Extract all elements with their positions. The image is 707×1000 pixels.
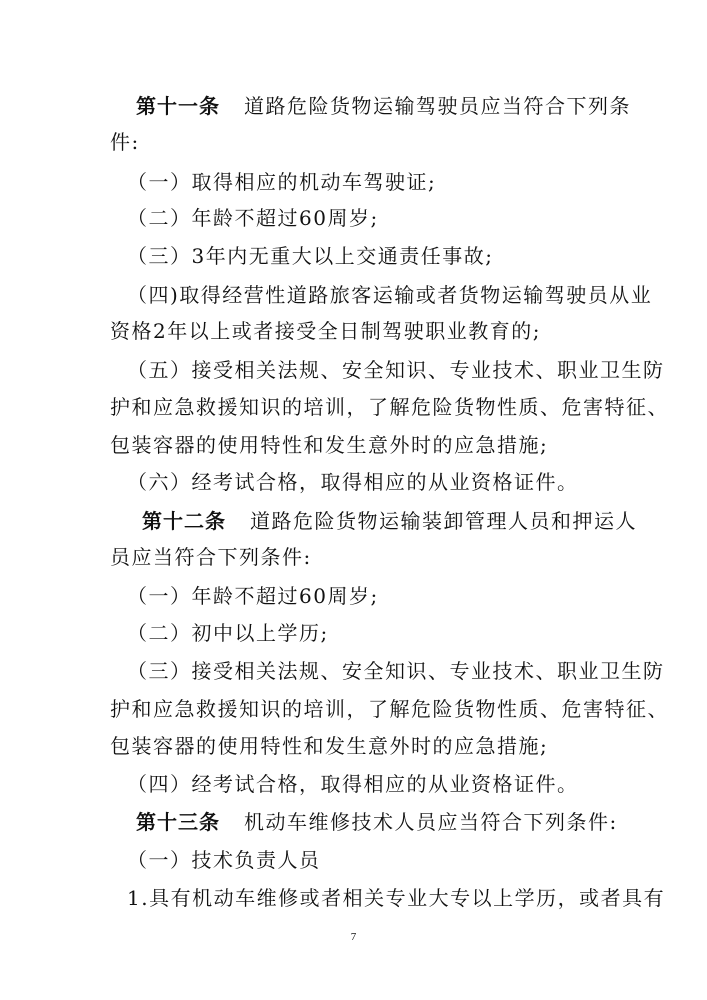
- article-12-item-3-cont-1: 护和应急救援知识的培训，了解危险货物性质、危害特征、: [110, 697, 669, 721]
- article-11-item-4: （四)取得经营性道路旅客运输或者货物运输驾驶员从业: [127, 283, 653, 307]
- article-11-text: 道路危险货物运输驾驶员应当符合下列条: [244, 94, 631, 118]
- article-13-item-1: （一）技术负责人员: [127, 848, 321, 872]
- article-13-heading-line: [136, 808, 618, 836]
- article-11-item-4-cont: 资格2年以上或者接受全日制驾驶职业教育的;: [110, 319, 541, 343]
- article-11-item-5: （五）接受相关法规、安全知识、专业技术、职业卫生防: [127, 358, 665, 382]
- article-11-text-cont: 件:: [110, 130, 140, 154]
- article-11-item-1: （一）取得相应的机动车驾驶证;: [127, 170, 437, 194]
- article-11-item-6: （六）经考试合格，取得相应的从业资格证件。: [127, 470, 579, 494]
- article-12-heading-line: [142, 507, 637, 535]
- article-13-item-1-detail: 1.具有机动车维修或者相关专业大专以上学历，或者具有: [127, 886, 666, 910]
- article-11-item-5-cont-1: 护和应急救援知识的培训，了解危险货物性质、危害特征、: [110, 395, 669, 419]
- article-11-item-5-cont-2: 包装容器的使用特性和发生意外时的应急措施;: [110, 433, 549, 457]
- page-number: 7: [350, 931, 357, 943]
- article-13-heading: 第十三条: [136, 810, 220, 834]
- article-12-text: 道路危险货物运输装卸管理人员和押运人: [250, 509, 637, 533]
- article-11-heading-line: [136, 92, 631, 120]
- article-13-text: 机动车维修技术人员应当符合下列条件:: [244, 810, 618, 834]
- article-12-item-3: （三）接受相关法规、安全知识、专业技术、职业卫生防: [127, 659, 665, 683]
- article-11-item-3: （三）3年内无重大以上交通责任事故;: [127, 244, 494, 268]
- article-12-text-cont: 员应当符合下列条件:: [110, 545, 312, 569]
- article-11-heading: 第十一条: [136, 94, 220, 118]
- article-12-item-1: （一）年龄不超过60周岁;: [127, 584, 379, 608]
- article-11-item-2: （二）年龄不超过60周岁;: [127, 206, 379, 230]
- article-12-item-3-cont-2: 包装容器的使用特性和发生意外时的应急措施;: [110, 734, 549, 758]
- article-12-item-4: （四）经考试合格，取得相应的从业资格证件。: [127, 772, 579, 796]
- article-12-heading: 第十二条: [142, 509, 226, 533]
- article-12-item-2: （二）初中以上学历;: [127, 621, 329, 645]
